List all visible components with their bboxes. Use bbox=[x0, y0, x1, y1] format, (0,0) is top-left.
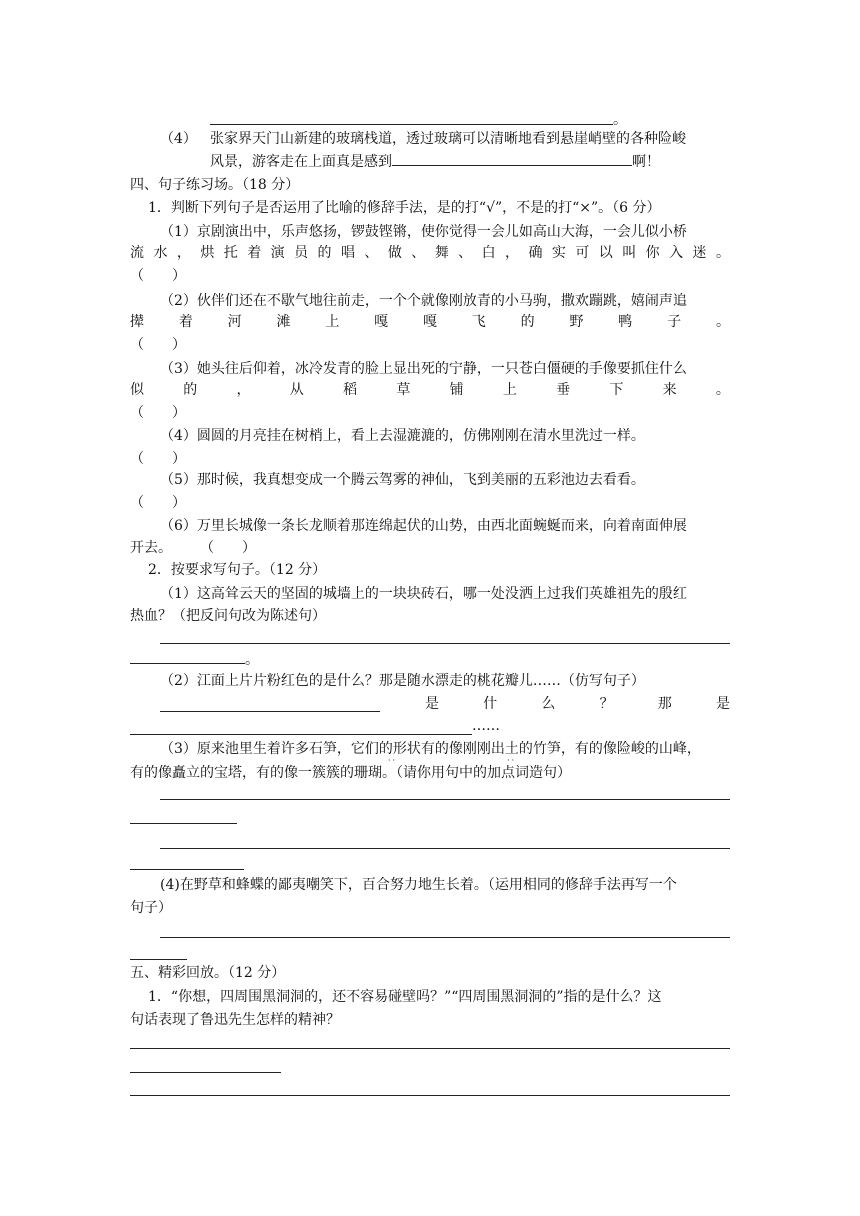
answer-line[interactable] bbox=[160, 643, 730, 644]
section-title: 四、句子练习场。（18 分） bbox=[130, 177, 300, 193]
answer-line[interactable] bbox=[210, 124, 613, 125]
question-line: 开去。 （ ） bbox=[130, 540, 256, 556]
answer-paren[interactable]: （ ） bbox=[130, 337, 186, 353]
answer-blank[interactable] bbox=[130, 734, 472, 735]
question-line: （3）原来池里生着许多石笋，它们的形状有的像刚刚出土的竹笋，有的像险峻的山峰， bbox=[160, 741, 701, 757]
question-line: (4)在野草和蜂蝶的鄙夷嘲笑下，百合努力地生长着。（运用相同的修辞手法再写一个 bbox=[160, 877, 677, 893]
spaced-line: 撵 着 河 滩 上 嘎 嘎 飞 的 野 鸭 子 。 bbox=[130, 314, 730, 330]
answer-paren[interactable]: （ ） bbox=[130, 405, 186, 421]
answer-line[interactable] bbox=[130, 1048, 730, 1049]
spaced-line: 似 的 ， 从 稻 草 铺 上 垂 下 来 。 bbox=[130, 382, 730, 398]
spaced-line: 是 什 么 ？ 那 是 bbox=[425, 696, 730, 712]
question-line: （4）圆圆的月亮挂在树梢上，看上去湿漉漉的，仿佛刚刚在清水里洗过一样。 bbox=[160, 428, 645, 444]
question-line: （1）这高耸云天的坚固的城墙上的一块块砖石，哪一处没洒上过我们英雄祖先的殷红 bbox=[160, 586, 687, 602]
item-text-line: 张家界天门山新建的玻璃栈道，透过玻璃可以清晰地看到悬崖峭壁的各种险峻 bbox=[210, 131, 686, 147]
answer-line[interactable] bbox=[160, 848, 730, 849]
item-number: （4） bbox=[160, 131, 197, 147]
question-line: （1）京剧演出中，乐声悠扬，锣鼓铿锵，使你觉得一会儿如高山大海，一会儿似小桥 bbox=[160, 224, 687, 240]
answer-line[interactable] bbox=[130, 869, 244, 870]
spaced-line: 流 水 ， 烘 托 着 演 员 的 唱 、 做 、 舞 、 白 ， 确 实 可 以 叫 你 入 迷 。 bbox=[130, 245, 730, 261]
question-line: 1．“你想，四周围黑洞洞的，还不容易碰壁吗？”“四周围黑洞洞的”指的是什么？这 bbox=[148, 989, 662, 1005]
emphasis-dots: ·· ·· bbox=[388, 756, 517, 765]
question-line: 有的像矗立的宝塔，有的像一簇簇的珊瑚。（请你用句中的加点词造句） bbox=[130, 765, 571, 781]
answer-line[interactable] bbox=[160, 937, 730, 938]
item-text: 风景，游客走在上面真是感到 bbox=[210, 154, 392, 170]
period: 。 bbox=[245, 652, 259, 668]
answer-paren[interactable]: （ ） bbox=[130, 451, 186, 467]
question-line: 句子） bbox=[130, 900, 172, 916]
section-title: 五、精彩回放。（12 分） bbox=[130, 965, 286, 981]
question-line: （6）万里长城像一条长龙顺着那连绵起伏的山势，由西北面蜿蜒而来，向着南面伸展 bbox=[160, 518, 687, 534]
answer-line[interactable] bbox=[160, 799, 730, 800]
answer-line[interactable] bbox=[130, 1095, 730, 1096]
question-line: 句话表现了鲁迅先生怎样的精神？ bbox=[130, 1012, 340, 1028]
question-title: 2．按要求写句子。（12 分） bbox=[148, 562, 327, 578]
answer-blank[interactable] bbox=[392, 151, 632, 166]
answer-paren[interactable]: （ ） bbox=[130, 495, 186, 511]
answer-line[interactable] bbox=[130, 959, 187, 960]
item-text: 啊！ bbox=[632, 154, 660, 170]
question-line: （2）江面上片片粉红色的是什么？那是随水漂走的桃花瓣儿……（仿写句子） bbox=[160, 673, 645, 689]
answer-line[interactable] bbox=[130, 1072, 281, 1073]
answer-blank[interactable] bbox=[160, 711, 380, 712]
question-line: （2）伙伴们还在不歇气地往前走，一个个就像刚放青的小马驹，撒欢蹦跳，嬉闹声追 bbox=[160, 293, 687, 309]
question-title: 1．判断下列句子是否运用了比喻的修辞手法，是的打“√”，不是的打“×”。（6 分） bbox=[148, 200, 661, 216]
ellipsis: …… bbox=[472, 718, 500, 734]
item-text-line bbox=[210, 151, 660, 172]
question-line: 热血？（把反问句改为陈述句） bbox=[130, 608, 326, 624]
answer-paren[interactable]: （ ） bbox=[130, 268, 186, 284]
answer-line[interactable] bbox=[130, 663, 245, 664]
period: 。 bbox=[613, 112, 627, 128]
question-line: （5）那时候，我真想变成一个腾云驾雾的神仙，飞到美丽的五彩池边去看看。 bbox=[160, 472, 645, 488]
answer-line[interactable] bbox=[130, 823, 237, 824]
question-line: （3）她头往后仰着，冰冷发青的脸上显出死的宁静，一只苍白僵硬的手像要抓住什么 bbox=[160, 361, 687, 377]
